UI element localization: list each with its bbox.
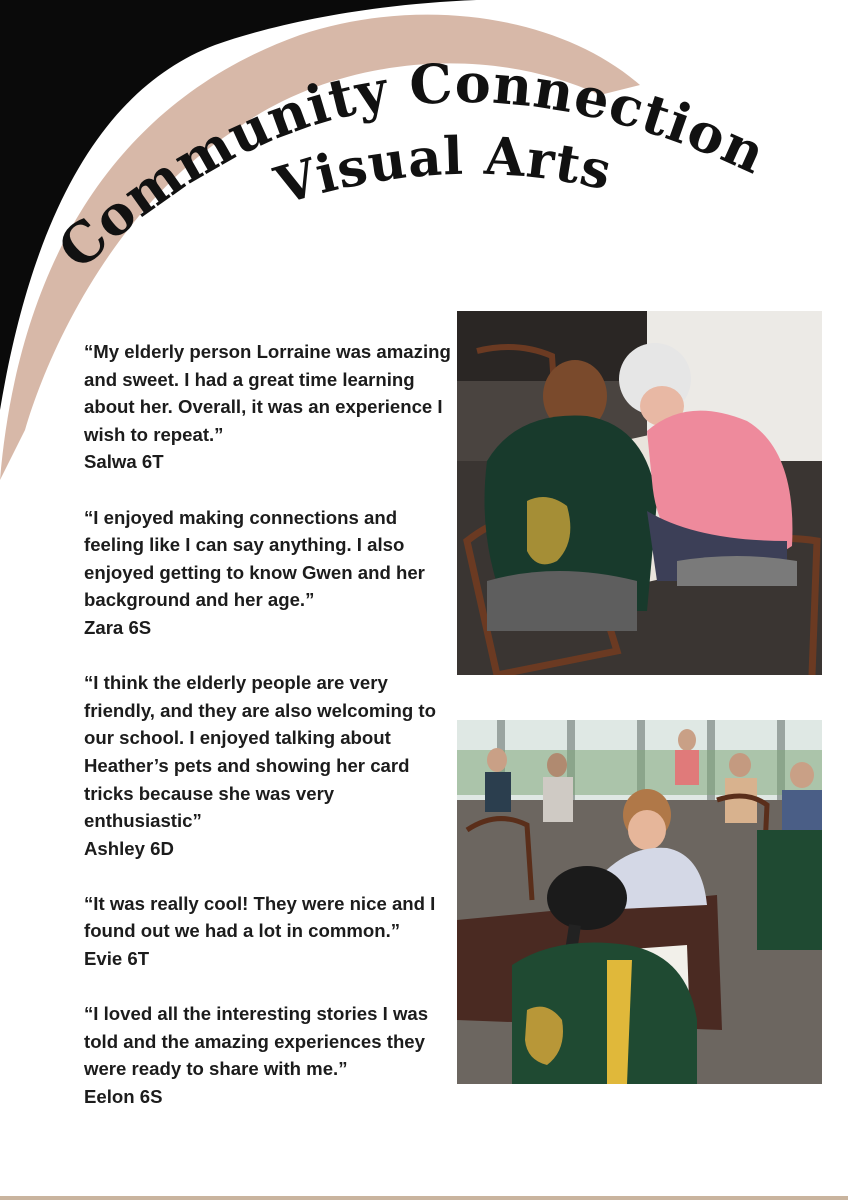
photo-group-in-cafe xyxy=(457,720,822,1084)
quote-author: Zara 6S xyxy=(84,616,152,638)
quote-block xyxy=(84,338,456,476)
quote-author: Evie 6T xyxy=(84,948,150,970)
title-line-2: Visual Arts xyxy=(268,125,618,218)
quote-author: Eelon 6S xyxy=(84,1086,163,1108)
quote-block xyxy=(84,504,456,642)
quote-block xyxy=(84,1000,456,1110)
quote-block xyxy=(84,669,456,862)
quote-text: “It was really cool! They were nice and I found out we had a lot in common.” xyxy=(84,892,436,942)
page-subtitle xyxy=(268,126,618,218)
quote-text: “I enjoyed making connections and feeling like I can say anything. I also enjoyed getting to know Gwen and her background and her age.” xyxy=(84,506,425,611)
title-line-1: Community Connection xyxy=(45,50,776,282)
footer-rule xyxy=(0,1196,848,1200)
photo-student-with-elder xyxy=(457,311,822,675)
quote-block xyxy=(84,890,456,973)
quote-author: Ashley 6D xyxy=(84,837,174,859)
quote-author: Salwa 6T xyxy=(84,451,164,473)
quote-text: “I think the elderly people are very friendly, and they are also welcoming to our school. I enjoyed talking about Heather’s pets and showing her card tricks because she was very enthusiastic” xyxy=(84,672,436,832)
quote-text: “I loved all the interesting stories I was told and the amazing experiences they were ready to share with me.” xyxy=(84,1003,429,1080)
quotes-column xyxy=(84,338,456,1138)
quote-text: “My elderly person Lorraine was amazing and sweet. I had a great time learning about her. Overall, it was an experience I wish to repeat.” xyxy=(84,341,451,445)
